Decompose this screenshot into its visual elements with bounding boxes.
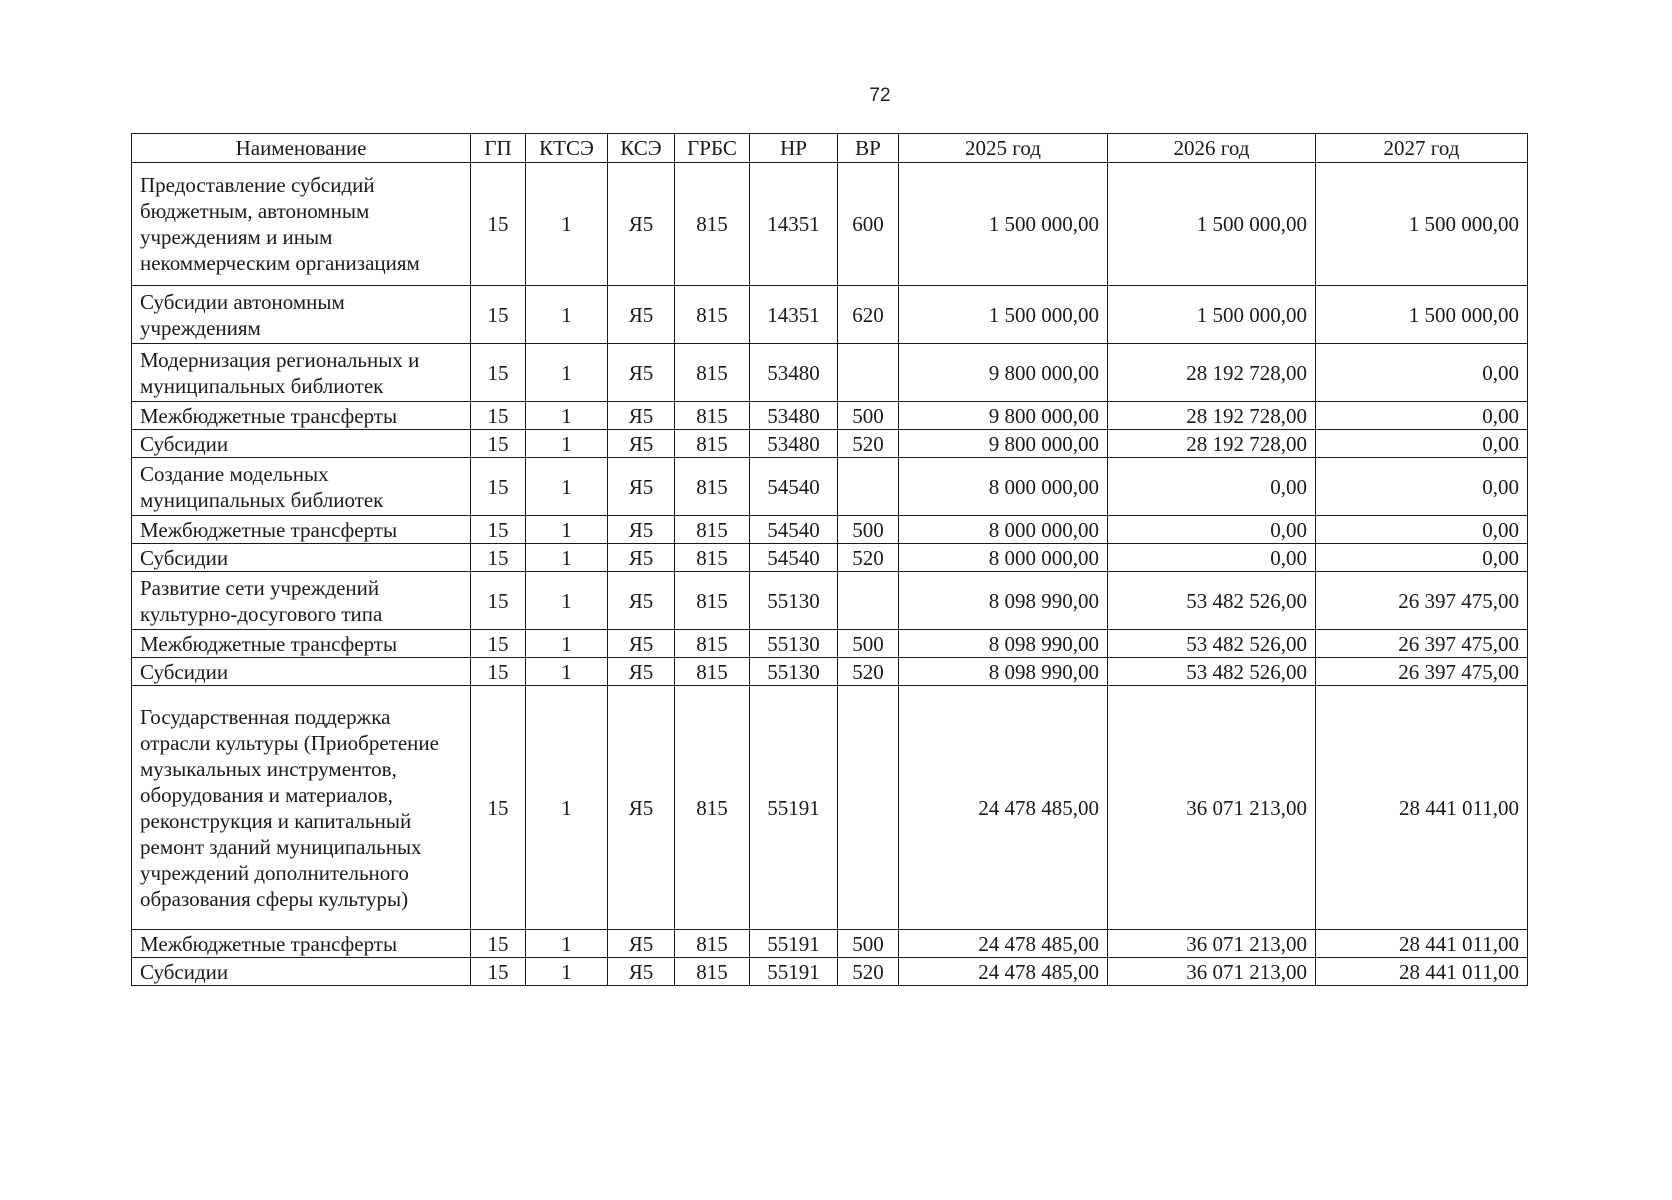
cell-nr: 53480 bbox=[750, 430, 838, 458]
cell-2026: 0,00 bbox=[1108, 458, 1316, 516]
cell-ktse: 1 bbox=[526, 958, 608, 986]
cell-gp: 15 bbox=[471, 458, 526, 516]
page-number: 72 bbox=[869, 85, 891, 106]
cell-grbs: 815 bbox=[675, 686, 750, 930]
table-row bbox=[132, 430, 1528, 458]
cell-grbs: 815 bbox=[675, 658, 750, 686]
cell-nr: 55191 bbox=[750, 958, 838, 986]
cell-name: Модернизация региональных и муниципальных библиотек bbox=[132, 344, 471, 402]
header-2027: 2027 год bbox=[1316, 134, 1528, 163]
table-row bbox=[132, 458, 1528, 516]
cell-2027: 0,00 bbox=[1316, 402, 1528, 430]
cell-kse: Я5 bbox=[608, 658, 675, 686]
table-row bbox=[132, 686, 1528, 930]
cell-2026: 53 482 526,00 bbox=[1108, 630, 1316, 658]
cell-2025: 24 478 485,00 bbox=[899, 686, 1108, 930]
cell-kse: Я5 bbox=[608, 163, 675, 286]
cell-vr: 520 bbox=[838, 658, 899, 686]
cell-2025: 9 800 000,00 bbox=[899, 430, 1108, 458]
cell-nr: 54540 bbox=[750, 544, 838, 572]
cell-2026: 0,00 bbox=[1108, 544, 1316, 572]
cell-nr: 55130 bbox=[750, 630, 838, 658]
cell-ktse: 1 bbox=[526, 344, 608, 402]
cell-2025: 8 000 000,00 bbox=[899, 458, 1108, 516]
cell-ktse: 1 bbox=[526, 630, 608, 658]
cell-2026: 36 071 213,00 bbox=[1108, 686, 1316, 930]
cell-2027: 26 397 475,00 bbox=[1316, 572, 1528, 630]
cell-ktse: 1 bbox=[526, 163, 608, 286]
cell-gp: 15 bbox=[471, 930, 526, 958]
table-row bbox=[132, 930, 1528, 958]
cell-2027: 0,00 bbox=[1316, 458, 1528, 516]
cell-grbs: 815 bbox=[675, 958, 750, 986]
cell-kse: Я5 bbox=[608, 930, 675, 958]
cell-2026: 28 192 728,00 bbox=[1108, 402, 1316, 430]
cell-name: Развитие сети учреждений культурно-досугового типа bbox=[132, 572, 471, 630]
cell-kse: Я5 bbox=[608, 458, 675, 516]
cell-nr: 14351 bbox=[750, 163, 838, 286]
cell-nr: 53480 bbox=[750, 344, 838, 402]
cell-gp: 15 bbox=[471, 344, 526, 402]
cell-2027: 0,00 bbox=[1316, 544, 1528, 572]
cell-grbs: 815 bbox=[675, 430, 750, 458]
cell-2026: 36 071 213,00 bbox=[1108, 958, 1316, 986]
cell-grbs: 815 bbox=[675, 402, 750, 430]
cell-name: Субсидии bbox=[132, 958, 471, 986]
cell-ktse: 1 bbox=[526, 430, 608, 458]
cell-name: Субсидии bbox=[132, 430, 471, 458]
cell-vr: 500 bbox=[838, 402, 899, 430]
cell-grbs: 815 bbox=[675, 630, 750, 658]
cell-name: Субсидии автономным учреждениям bbox=[132, 286, 471, 344]
cell-gp: 15 bbox=[471, 544, 526, 572]
header-vr: ВР bbox=[838, 134, 899, 163]
cell-vr: 520 bbox=[838, 544, 899, 572]
cell-gp: 15 bbox=[471, 163, 526, 286]
cell-ktse: 1 bbox=[526, 402, 608, 430]
cell-2026: 53 482 526,00 bbox=[1108, 572, 1316, 630]
table-row bbox=[132, 516, 1528, 544]
cell-2025: 8 000 000,00 bbox=[899, 516, 1108, 544]
cell-gp: 15 bbox=[471, 658, 526, 686]
cell-2025: 9 800 000,00 bbox=[899, 344, 1108, 402]
cell-nr: 55191 bbox=[750, 686, 838, 930]
cell-gp: 15 bbox=[471, 402, 526, 430]
cell-2026: 28 192 728,00 bbox=[1108, 430, 1316, 458]
cell-nr: 54540 bbox=[750, 516, 838, 544]
header-2026: 2026 год bbox=[1108, 134, 1316, 163]
cell-2026: 1 500 000,00 bbox=[1108, 286, 1316, 344]
cell-ktse: 1 bbox=[526, 686, 608, 930]
cell-name: Межбюджетные трансферты bbox=[132, 516, 471, 544]
header-gp: ГП bbox=[471, 134, 526, 163]
cell-nr: 14351 bbox=[750, 286, 838, 344]
cell-nr: 53480 bbox=[750, 402, 838, 430]
cell-vr: 500 bbox=[838, 516, 899, 544]
cell-grbs: 815 bbox=[675, 458, 750, 516]
cell-kse: Я5 bbox=[608, 430, 675, 458]
cell-ktse: 1 bbox=[526, 458, 608, 516]
header-name: Наименование bbox=[132, 134, 471, 163]
cell-vr bbox=[838, 458, 899, 516]
cell-ktse: 1 bbox=[526, 286, 608, 344]
cell-name: Государственная поддержка отрасли культуры (Приобретение музыкальных инструментов, оборудования и материалов, реконструкция и капитальный ремонт зданий муниципальных учреждений дополнительного образования сферы культуры) bbox=[132, 686, 471, 930]
cell-2025: 8 098 990,00 bbox=[899, 572, 1108, 630]
cell-2025: 24 478 485,00 bbox=[899, 958, 1108, 986]
table-row bbox=[132, 630, 1528, 658]
table-row bbox=[132, 958, 1528, 986]
cell-vr: 500 bbox=[838, 630, 899, 658]
cell-ktse: 1 bbox=[526, 544, 608, 572]
cell-grbs: 815 bbox=[675, 163, 750, 286]
table-row bbox=[132, 572, 1528, 630]
table-row bbox=[132, 658, 1528, 686]
cell-nr: 55191 bbox=[750, 930, 838, 958]
table-row bbox=[132, 163, 1528, 286]
cell-2026: 28 192 728,00 bbox=[1108, 344, 1316, 402]
cell-2027: 28 441 011,00 bbox=[1316, 930, 1528, 958]
cell-2025: 8 098 990,00 bbox=[899, 630, 1108, 658]
cell-kse: Я5 bbox=[608, 402, 675, 430]
cell-gp: 15 bbox=[471, 430, 526, 458]
cell-2027: 0,00 bbox=[1316, 430, 1528, 458]
cell-2027: 0,00 bbox=[1316, 344, 1528, 402]
cell-2025: 1 500 000,00 bbox=[899, 286, 1108, 344]
header-nr: НР bbox=[750, 134, 838, 163]
budget-table bbox=[131, 133, 1528, 986]
cell-grbs: 815 bbox=[675, 344, 750, 402]
cell-name: Предоставление субсидий бюджетным, автономным учреждениям и иным некоммерческим организациям bbox=[132, 163, 471, 286]
cell-vr: 500 bbox=[838, 930, 899, 958]
cell-2027: 1 500 000,00 bbox=[1316, 286, 1528, 344]
cell-2026: 36 071 213,00 bbox=[1108, 930, 1316, 958]
cell-grbs: 815 bbox=[675, 572, 750, 630]
cell-gp: 15 bbox=[471, 686, 526, 930]
cell-vr: 620 bbox=[838, 286, 899, 344]
header-row bbox=[132, 134, 1528, 163]
cell-2027: 1 500 000,00 bbox=[1316, 163, 1528, 286]
cell-kse: Я5 bbox=[608, 630, 675, 658]
cell-nr: 55130 bbox=[750, 572, 838, 630]
cell-kse: Я5 bbox=[608, 286, 675, 344]
cell-kse: Я5 bbox=[608, 344, 675, 402]
cell-nr: 54540 bbox=[750, 458, 838, 516]
cell-2027: 26 397 475,00 bbox=[1316, 630, 1528, 658]
cell-vr bbox=[838, 686, 899, 930]
cell-2026: 53 482 526,00 bbox=[1108, 658, 1316, 686]
cell-2027: 28 441 011,00 bbox=[1316, 686, 1528, 930]
header-grbs: ГРБС bbox=[675, 134, 750, 163]
cell-vr: 600 bbox=[838, 163, 899, 286]
cell-2026: 0,00 bbox=[1108, 516, 1316, 544]
header-ktse: КТСЭ bbox=[526, 134, 608, 163]
cell-name: Создание модельных муниципальных библиотек bbox=[132, 458, 471, 516]
cell-kse: Я5 bbox=[608, 686, 675, 930]
cell-2025: 1 500 000,00 bbox=[899, 163, 1108, 286]
cell-2025: 9 800 000,00 bbox=[899, 402, 1108, 430]
header-2025: 2025 год bbox=[899, 134, 1108, 163]
cell-gp: 15 bbox=[471, 630, 526, 658]
cell-kse: Я5 bbox=[608, 572, 675, 630]
cell-name: Межбюджетные трансферты bbox=[132, 402, 471, 430]
cell-vr bbox=[838, 572, 899, 630]
cell-ktse: 1 bbox=[526, 658, 608, 686]
cell-2027: 26 397 475,00 bbox=[1316, 658, 1528, 686]
cell-gp: 15 bbox=[471, 958, 526, 986]
cell-kse: Я5 bbox=[608, 544, 675, 572]
cell-name: Межбюджетные трансферты bbox=[132, 930, 471, 958]
table-row bbox=[132, 344, 1528, 402]
cell-name: Субсидии bbox=[132, 658, 471, 686]
cell-grbs: 815 bbox=[675, 930, 750, 958]
cell-gp: 15 bbox=[471, 572, 526, 630]
cell-grbs: 815 bbox=[675, 516, 750, 544]
cell-2025: 8 000 000,00 bbox=[899, 544, 1108, 572]
cell-vr bbox=[838, 344, 899, 402]
cell-2027: 0,00 bbox=[1316, 516, 1528, 544]
cell-name: Субсидии bbox=[132, 544, 471, 572]
cell-ktse: 1 bbox=[526, 572, 608, 630]
cell-kse: Я5 bbox=[608, 516, 675, 544]
cell-kse: Я5 bbox=[608, 958, 675, 986]
cell-nr: 55130 bbox=[750, 658, 838, 686]
cell-ktse: 1 bbox=[526, 930, 608, 958]
cell-vr: 520 bbox=[838, 958, 899, 986]
cell-gp: 15 bbox=[471, 516, 526, 544]
table-row bbox=[132, 402, 1528, 430]
header-kse: КСЭ bbox=[608, 134, 675, 163]
cell-grbs: 815 bbox=[675, 544, 750, 572]
table-row bbox=[132, 544, 1528, 572]
table-row bbox=[132, 286, 1528, 344]
cell-gp: 15 bbox=[471, 286, 526, 344]
cell-grbs: 815 bbox=[675, 286, 750, 344]
cell-2027: 28 441 011,00 bbox=[1316, 958, 1528, 986]
cell-vr: 520 bbox=[838, 430, 899, 458]
cell-2026: 1 500 000,00 bbox=[1108, 163, 1316, 286]
cell-name: Межбюджетные трансферты bbox=[132, 630, 471, 658]
cell-2025: 24 478 485,00 bbox=[899, 930, 1108, 958]
cell-2025: 8 098 990,00 bbox=[899, 658, 1108, 686]
cell-ktse: 1 bbox=[526, 516, 608, 544]
